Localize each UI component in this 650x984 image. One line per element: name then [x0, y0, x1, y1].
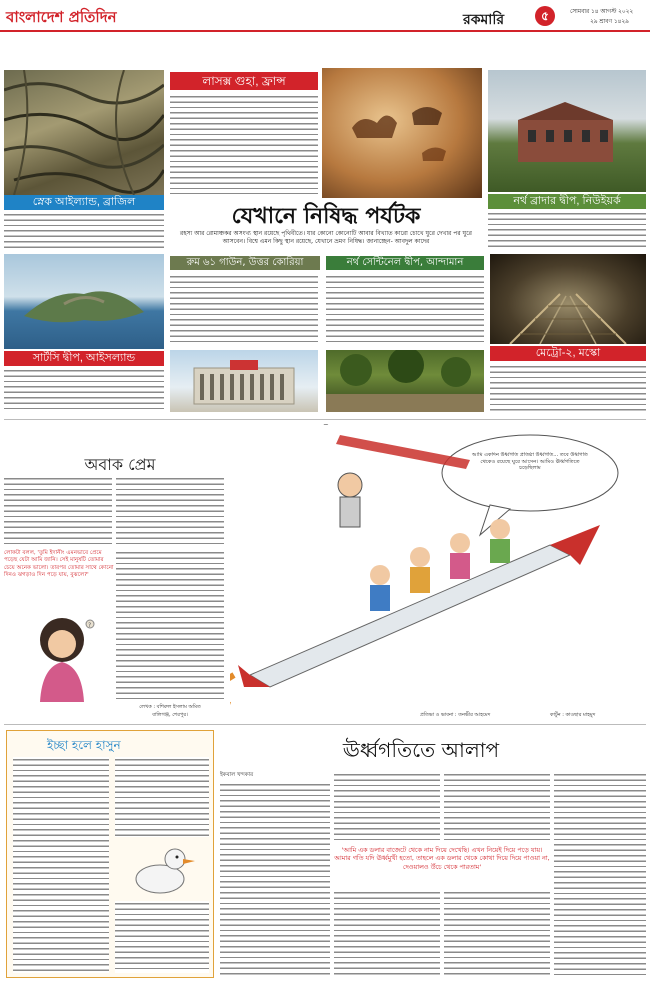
story-body-2 — [116, 476, 224, 546]
sentinel-photo — [326, 350, 484, 412]
page-number: ৫ — [535, 6, 555, 26]
cartoon-credit-left: প্রতিভা ও ভাবনা : তনভীর আহমেদ — [420, 712, 491, 718]
story-title: অবাক প্রেম — [84, 455, 156, 474]
surtsey-label: সার্টসি দ্বীপ, আইসল্যান্ড — [4, 351, 164, 366]
room61-photo — [170, 350, 318, 412]
bottom-col-1 — [220, 782, 330, 978]
bottom-col-3b — [444, 890, 550, 978]
bottom-headline: ঊর্ধ্বগতিতে আলাপ — [342, 738, 500, 762]
brand-logo: বাংলাদেশ প্রতিদিন — [6, 8, 117, 26]
jokes-col-3 — [115, 901, 209, 973]
lascaux-title: লাসক্স গুহা, ফ্রান্স — [170, 72, 318, 90]
section-divider — [4, 419, 646, 420]
story-byline-place: বালিগঞ্জ, শেরপুর। — [152, 712, 188, 718]
room61-label: রুম ৬১ গাউন, উত্তর কোরিয়া — [170, 256, 320, 270]
bottom-pullquote: 'আমি এক ডলার বাজেটে থেকে নাম দিয়ে দেখেছি। এখন নিয়েই দিয়ে পড়ে যায়। আমার গতি যদি ঊর্ধ্বমুখী হতো, তাহলে এক ডলার থেকে কোথা দিয়ে দিয়ে পাওয়া না, দেওয়ালও উঁচে থেকে পারতাম' — [334, 846, 550, 871]
snake-island-photo — [4, 70, 164, 195]
masthead — [0, 0, 650, 32]
story-body-1 — [4, 476, 112, 546]
main-headline: যেখানে নিষিদ্ধ পর্যটক — [231, 204, 421, 229]
surtsey-text — [4, 368, 164, 413]
lascaux-text — [170, 94, 318, 194]
jokes-col-1 — [13, 757, 109, 973]
bottom-byline: ইকবাল খন্দকার — [220, 772, 254, 778]
svg-text:?: ? — [88, 622, 92, 629]
jokes-col-2 — [115, 757, 209, 837]
story-byline: লেখক : বশিরুল ইসলাম অমিত — [139, 704, 201, 710]
feature-intro: রহস্য আর রোমাঞ্চকর অসংখ্য স্থান রয়েছে পৃথিবীতে। যার কোনো কোনোটি আবার বিখ্যাত কারো চোখে ঘুরে দেখার পর ঘুরে আসবেন। বিশ্বে এমন কিছু স্থান রয়েছে, যেখানে ভ্রমণ নিষিদ্ধ। জানাচ্ছেন- আবদুল কাদের — [180, 230, 472, 245]
metro2-photo — [490, 254, 646, 344]
section-name: রকমারি — [463, 12, 505, 28]
date-line: সোমবার ১৪ আগস্ট ২০২২ — [570, 9, 634, 15]
snake-island-label: স্নেক আইল্যান্ড, ব্রাজিল — [4, 195, 164, 210]
room61-text — [170, 274, 318, 346]
story-body-3 — [116, 550, 224, 702]
north-brother-photo — [488, 70, 646, 192]
sentinel-text — [326, 274, 484, 346]
metro2-text — [490, 364, 646, 412]
duck-illustration — [115, 839, 205, 899]
bottom-col-2b — [334, 890, 440, 978]
north-brother-label: নর্থ ব্রাদার দ্বীপ, নিউইয়র্ক — [488, 194, 646, 209]
cartoon-credit-right: কার্টুন : কাওছার মাহমুদ — [550, 712, 596, 718]
story-quote: লোকটা বলল, 'তুমি ইদানীং এমনভাবে প্রেমে পড়েছ যেটা আমি জানি। সেই মানুষটি তোমার চেয়ে অনেক ভালো। তারপর তোমার সাথে কোনো দিনও ঝগড়াও দিন পড়ে যায়, বুঝলে?' — [4, 550, 114, 579]
bottom-col-4 — [554, 772, 646, 978]
jokes-box — [6, 730, 214, 978]
cartoon-speech-bubble: আমি একদিন উর্ধ্বগতি প্রতিষ্ঠা উর্ধ্বগতি... তবে উর্ধ্বগতি থেকেও রয়েছে ঘুরে আসেন। আমিও ঊর্ধ্বগতিতে চড়েছিলাম — [472, 452, 588, 472]
jokes-title: ইচ্ছা হলে হাসুন — [47, 738, 121, 752]
bottom-col-3 — [444, 772, 550, 842]
date-line-bangla: ২৯ শ্রাবণ ১৪২৯ — [590, 19, 629, 25]
bottom-col-2a — [334, 772, 440, 842]
north-brother-text — [488, 211, 646, 251]
lascaux-cave-photo — [322, 68, 482, 198]
woman-illustration — [10, 612, 110, 702]
snake-island-text — [4, 212, 164, 252]
lower-divider — [4, 724, 646, 725]
metro2-label: মেট্রো-২, মস্কো — [490, 346, 646, 361]
surtsey-photo — [4, 254, 164, 349]
sentinel-label: নর্থ সেন্টিনেল দ্বীপ, আন্দামান — [326, 256, 484, 270]
